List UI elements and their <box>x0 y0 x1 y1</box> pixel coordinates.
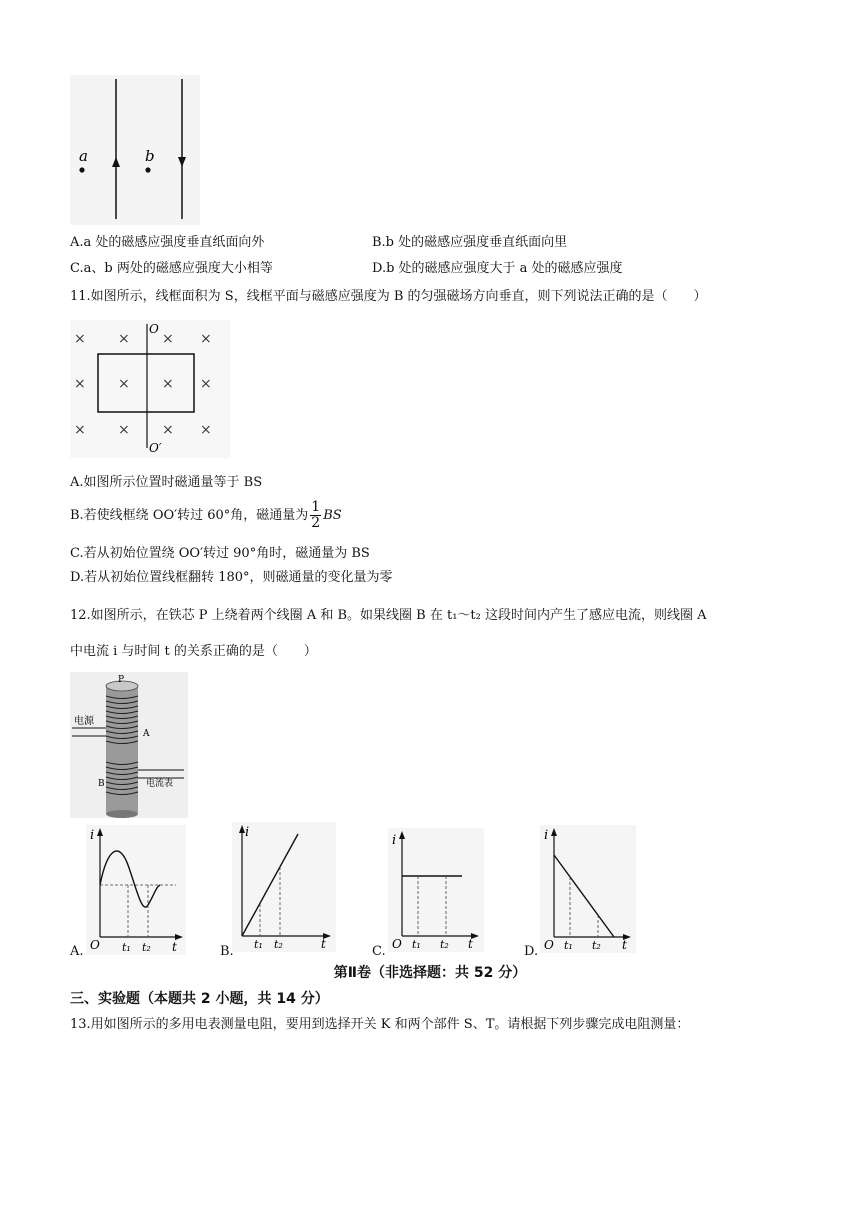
svg-text:t₁: t₁ <box>564 939 573 952</box>
svg-text:t₁: t₁ <box>412 938 421 951</box>
q10-option-d: D.b 处的磁感应强度大于 a 处的磁感应强度 <box>372 261 623 276</box>
svg-text:i: i <box>245 825 250 840</box>
svg-text:×: × <box>118 331 130 347</box>
label-o-top: O <box>149 322 159 336</box>
svg-text:t₂: t₂ <box>592 939 601 952</box>
graph-a <box>86 825 186 955</box>
graph-b-label: B. <box>220 944 234 959</box>
q11-option-d: D.若从初始位置线框翻转 180°，则磁通量的变化量为零 <box>70 570 393 585</box>
q11-option-a: A.如图所示位置时磁通量等于 BS <box>70 475 263 490</box>
svg-text:×: × <box>118 376 130 392</box>
q11-option-b <box>70 498 342 534</box>
label-p: P <box>118 675 125 685</box>
svg-text:×: × <box>74 376 86 392</box>
graph-a-label: A. <box>70 944 84 959</box>
label-o-bottom: O′ <box>149 441 162 455</box>
svg-text:i: i <box>392 833 397 848</box>
q11-option-c: C.若从初始位置绕 OO′转过 90°角时，磁通量为 BS <box>70 546 370 561</box>
graph-c-label: C. <box>372 944 386 959</box>
graph-b <box>232 822 336 952</box>
q11-option-b-bs: BS <box>323 508 342 523</box>
svg-text:t₁: t₁ <box>254 938 263 951</box>
svg-text:t: t <box>321 937 326 951</box>
q13-stem: 13.用如图所示的多用电表测量电阻，要用到选择开关 K 和两个部件 S、T。请根据下列步骤完成电阻测量： <box>70 1017 690 1032</box>
svg-text:i: i <box>90 828 95 843</box>
q10-option-c: C.a、b 两处的磁感应强度大小相等 <box>70 261 273 276</box>
q12-stem-line1: 12.如图所示，在铁芯 P 上绕着两个线圈 A 和 B。如果线圈 B 在 t₁～t₂ 这段时间内产生了感应电流，则线圈 A <box>70 608 707 623</box>
svg-text:O: O <box>544 938 554 952</box>
graph-d-label: D. <box>524 944 539 959</box>
q10-option-a: A.a 处的磁感应强度垂直纸面向外 <box>70 235 265 250</box>
svg-text:t: t <box>622 938 627 952</box>
svg-text:×: × <box>74 422 86 438</box>
q12-stem-line2: 中电流 i 与时间 t 的关系正确的是（ ） <box>70 644 317 659</box>
svg-text:×: × <box>162 422 174 438</box>
q10-label-a: a <box>79 147 88 165</box>
graph-c <box>388 828 484 952</box>
svg-text:×: × <box>200 376 212 392</box>
svg-text:t₁: t₁ <box>122 941 131 954</box>
svg-text:×: × <box>162 376 174 392</box>
label-source: 电源 <box>74 716 94 727</box>
svg-text:×: × <box>162 331 174 347</box>
svg-text:t₂: t₂ <box>440 938 449 951</box>
svg-text:t: t <box>172 940 177 954</box>
part2-title: 第Ⅱ卷（非选择题：共 52 分） <box>333 965 527 981</box>
svg-text:i: i <box>544 828 549 843</box>
q10-option-b: B.b 处的磁感应强度垂直纸面向里 <box>372 235 568 250</box>
svg-text:O: O <box>392 937 402 951</box>
svg-text:t: t <box>468 937 473 951</box>
graph-d <box>540 825 636 953</box>
svg-text:t₂: t₂ <box>274 938 283 951</box>
q10-label-b: b <box>145 147 155 165</box>
label-coil-a: A <box>143 729 150 739</box>
q10-figure <box>70 75 200 225</box>
label-ammeter: 电流表 <box>146 779 174 789</box>
q11-figure <box>70 320 230 458</box>
svg-text:×: × <box>74 331 86 347</box>
svg-text:×: × <box>200 331 212 347</box>
label-coil-b: B <box>98 779 105 789</box>
svg-text:t₂: t₂ <box>142 941 151 954</box>
q11-stem: 11.如图所示，线框面积为 S，线框平面与磁感应强度为 B 的匀强磁场方向垂直，则下列说法正确的是（ ） <box>70 289 707 304</box>
svg-text:O: O <box>90 938 100 952</box>
svg-text:×: × <box>200 422 212 438</box>
q11-option-b-text: B.若使线框绕 OO′转过 60°角，磁通量为 <box>70 508 309 523</box>
svg-text:×: × <box>118 422 130 438</box>
q12-coil-figure <box>70 672 188 818</box>
fraction-one-half: $\frac{1}{2}$ <box>311 499 321 531</box>
section3-title: 三、实验题（本题共 2 小题，共 14 分） <box>70 991 329 1007</box>
